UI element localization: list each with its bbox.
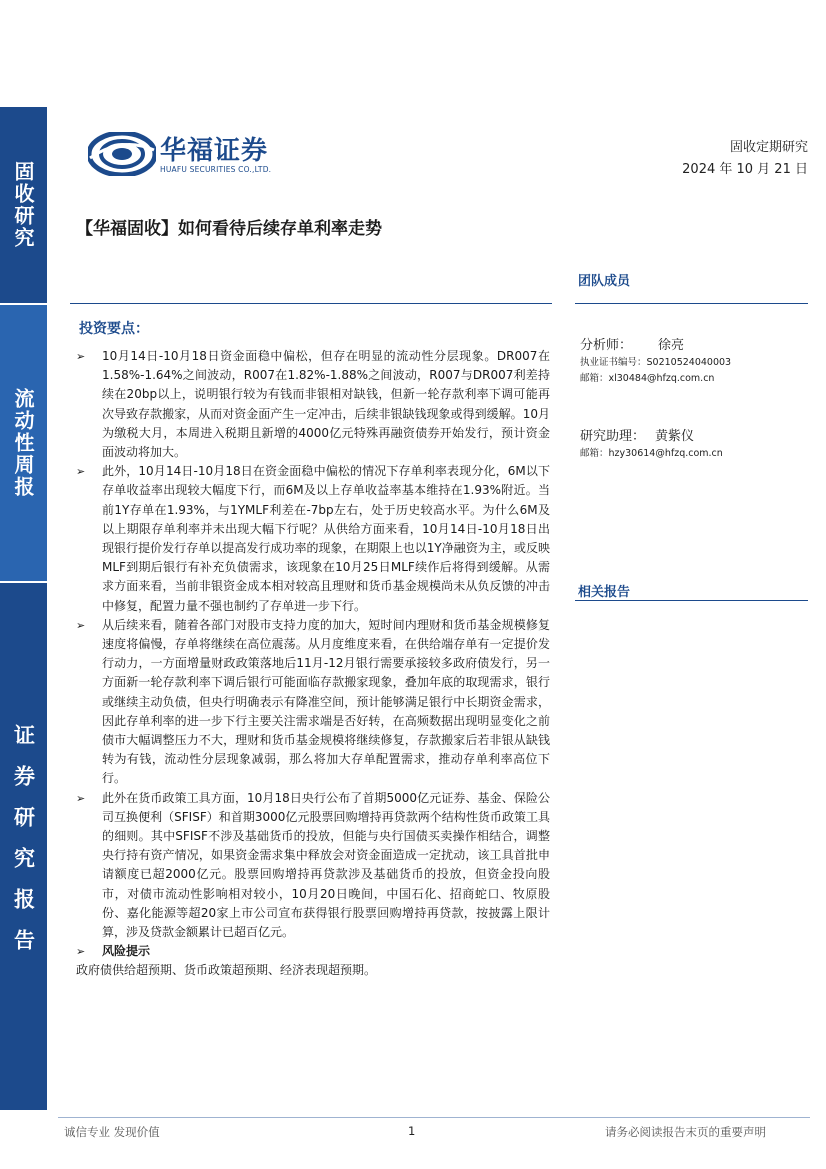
logo-chinese-name: 华福证券 — [160, 136, 269, 166]
analyst-line — [580, 334, 684, 353]
assistant-email[interactable]: 邮箱：hzy30614@hfzq.com.cn — [580, 448, 723, 459]
bullet-item — [76, 616, 550, 789]
bullet-item — [76, 462, 550, 616]
risk-text: 政府债供给超预期、货币政策超预期、经济表现超预期。 — [76, 963, 377, 978]
sidebar-label-securities-report: 证券研究报告 — [11, 723, 37, 970]
bullet-arrow-icon: ➢ — [76, 791, 86, 805]
sidebar-section-securities-report — [0, 583, 47, 1110]
main-divider — [70, 303, 552, 304]
sidebar-label-fixed-income: 固收研究 — [11, 161, 35, 249]
footer-disclaimer: 请务必阅读报告末页的重要声明 — [605, 1125, 766, 1139]
bullet-text: 此外，10月14日-10月18日在资金面稳中偏松的情况下存单利率表现分化，6M以下存单收益率出现较大幅度下行，而6M及以上存单收益率基本维持在1.93%附近。当前1Y存单在1.93%，与1YMLF利差在-7bp左右，处于历史较高水平。为什么6M及以上期限存单利率并未出现大幅下行呢？从供给方面来看，10月14日-10月18日出现银行提价发行存单以提高发行成功率的现象，在期限上也以1Y净融资为主，或反映MLF到期后银行有补充负债需求，该现象在10月25日MLF续作后将得到缓解。从需求方面来看，当前非银资金成本相对较高且理财和货币基金规模尚未从负反馈的冲击中修复，配置力量不强也制约了存单进一步下行。 — [102, 464, 550, 613]
bullet-item — [76, 347, 550, 462]
team-members-heading: 团队成员 — [578, 274, 631, 289]
company-logo — [88, 128, 298, 180]
report-date: 2024 年 10 月 21 日 — [682, 162, 808, 177]
assistant-role: 研究助理： — [580, 429, 646, 444]
investment-highlights — [76, 347, 550, 980]
report-title: 【华福固收】如何看待后续存单利率走势 — [76, 219, 382, 239]
huafu-logo-icon — [88, 132, 156, 176]
risk-heading-text: 风险提示 — [102, 944, 151, 959]
sidebar-section-fixed-income — [0, 107, 47, 303]
related-reports-heading: 相关报告 — [578, 585, 631, 600]
risk-heading — [76, 942, 550, 961]
footer-slogan: 诚信专业 发现价值 — [64, 1125, 160, 1139]
bullet-text: 10月14日-10月18日资金面稳中偏松，但存在明显的流动性分层现象。DR007在1.58%-1.64%之间波动，R007在1.82%-1.88%之间波动，R007与DR007利差持续在20bp以上，说明银行较为有钱而非银相对缺钱，但新一轮存款利率下调可能再次导致存款搬家，从而对资金面产生一定冲击，后续非银缺钱现象或得到缓解。10月为缴税大月，本周进入税期且新增的4000亿元特殊再融资债券开始发行，预计资金面波动将加大。 — [102, 349, 550, 460]
related-divider — [575, 600, 808, 601]
team-divider — [575, 303, 808, 304]
sidebar-label-liquidity-weekly: 流动性周报 — [11, 388, 35, 498]
analyst-name: 徐亮 — [658, 338, 685, 353]
bullet-arrow-icon: ➢ — [76, 465, 86, 479]
footer-divider — [58, 1117, 810, 1118]
analyst-role: 分析师： — [580, 338, 633, 353]
bullet-arrow-icon: ➢ — [76, 618, 86, 632]
assistant-name: 黄紫仪 — [655, 429, 695, 444]
report-category: 固收定期研究 — [729, 140, 808, 155]
investment-highlights-heading: 投资要点： — [79, 321, 149, 337]
logo-english-name: HUAFU SECURITIES CO.,LTD. — [160, 165, 272, 174]
bullet-item — [76, 789, 550, 943]
assistant-line — [580, 425, 694, 444]
analyst-cert: 执业证书编号：S0210524040003 — [580, 357, 732, 368]
bullet-text: 此外在货币政策工具方面，10月18日央行公布了首期5000亿元证券、基金、保险公司互换便利（SFISF）和首期3000亿元股票回购增持再贷款两个结构性货币政策工具的细则。其中SFISF不涉及基础货币的投放，但能与央行国债买卖操作相结合，调整央行持有资产情况，如果资金需求集中释放会对资金面造成一定扰动，该工具首批申请额度已超2000亿元。股票回购增持再贷款涉及基础货币的投放，但资金投向股市，对债市流动性影响相对较小，10月20日晚间，中国石化、招商蛇口、牧原股份、嘉化能源等超20家上市公司宣布获得银行股票回购增持再贷款，按披露上限计算，涉及贷款金额累计已超百亿元。 — [102, 790, 550, 940]
bullet-arrow-icon: ➢ — [76, 945, 86, 959]
page-number: 1 — [408, 1124, 416, 1138]
bullet-arrow-icon: ➢ — [76, 350, 86, 363]
analyst-email[interactable]: 邮箱：xl30484@hfzq.com.cn — [580, 373, 715, 384]
bullet-text: 从后续来看，随着各部门对股市支持力度的加大，短时间内理财和货币基金规模修复速度将偏慢，存单将继续在高位震荡。从月度维度来看，在供给端存单有一定提价发行动力，一方面增量财政政策落地后11月-12月银行需要承接较多政府债发行，另一方面新一轮存款利率下调后银行可能面临存款搬家现象，叠加年底的取现需求，银行或继续主动负债，但央行明确表示有降准空间，预计能够满足银行中长期资金需求，因此存单利率的进一步下行主要关注需求端是否好转，在高频数据出现明显变化之前债市大幅调整压力不大，理财和货币基金规模将继续修复，存款搬家后若非银从缺钱转为有钱，流动性分层现象减弱，那么将加大存单配置需求，推动存单利率高位下行。 — [102, 617, 550, 786]
sidebar-section-liquidity-weekly — [0, 305, 47, 581]
